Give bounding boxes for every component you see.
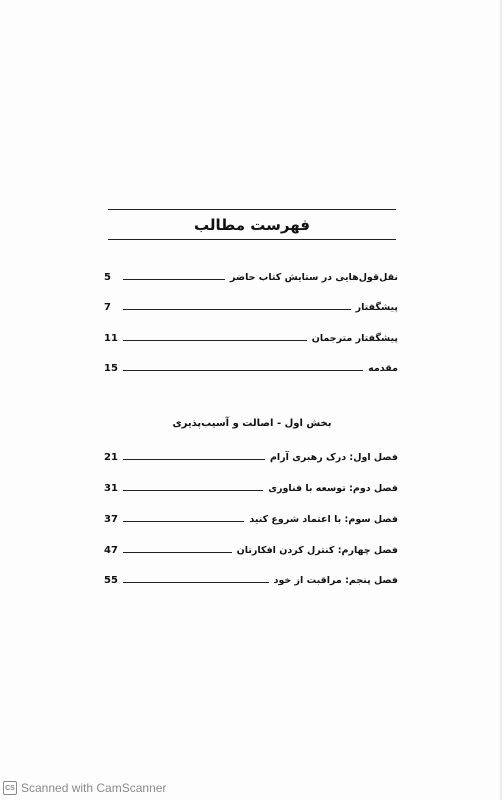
toc-entry	[104, 542, 398, 558]
toc-entry	[104, 269, 398, 285]
toc-leader-line	[123, 459, 265, 460]
toc-leader-line	[123, 279, 225, 280]
toc-entry	[104, 511, 398, 527]
toc-entry-title: پیشگفتار	[355, 301, 398, 313]
title-top-rule	[108, 209, 396, 210]
toc-entry	[104, 299, 398, 315]
toc-entry-title: فصل سوم: با اعتماد شروع کنید	[249, 513, 398, 525]
scanner-watermark	[3, 780, 166, 796]
toc-entry-page: 47	[104, 544, 118, 556]
toc-leader-line	[123, 490, 263, 491]
toc-entry	[104, 330, 398, 346]
toc-leader-line	[123, 582, 269, 583]
toc-entry	[104, 480, 398, 496]
toc-entry-title: فصل اول: درک رهبری آرام	[269, 451, 398, 463]
toc-title: فهرست مطالب	[194, 216, 310, 234]
toc-entry	[104, 572, 398, 588]
toc-entry-page: 37	[104, 513, 118, 525]
toc-entry	[104, 449, 398, 465]
toc-entry-page: 31	[104, 482, 118, 494]
toc-entry-title: فصل دوم: توسعه با فناوری	[268, 482, 398, 494]
toc-entry-title: فصل پنجم: مراقبت از خود	[273, 574, 398, 586]
toc-entry	[104, 360, 398, 376]
toc-leader-line	[123, 309, 351, 310]
toc-leader-line	[123, 340, 307, 341]
scan-edge	[498, 0, 502, 800]
watermark-text: Scanned with CamScanner	[21, 781, 167, 795]
toc-entry-page: 21	[104, 451, 118, 463]
toc-entry-title: پیشگفتار مترجمان	[311, 332, 398, 344]
section-heading: بخش اول - اصالت و آسیب‌پذیری	[172, 418, 332, 429]
toc-leader-line	[123, 370, 363, 371]
toc-entry-page: 11	[104, 332, 118, 344]
toc-leader-line	[123, 521, 244, 522]
toc-entry-page: 5	[104, 271, 111, 283]
toc-entry-page: 7	[104, 301, 111, 313]
title-bottom-rule	[108, 239, 396, 240]
camscanner-logo-icon: CS	[3, 781, 17, 795]
toc-entry-title: مقدمه	[368, 362, 398, 374]
toc-entry-page: 15	[104, 362, 118, 374]
toc-entry-page: 55	[104, 574, 118, 586]
toc-entry-title: نقل‌قول‌هایی در ستایش کتاب حاضر	[229, 271, 398, 283]
toc-leader-line	[123, 552, 232, 553]
toc-entry-title: فصل چهارم: کنترل کردن افکارتان	[236, 544, 398, 556]
